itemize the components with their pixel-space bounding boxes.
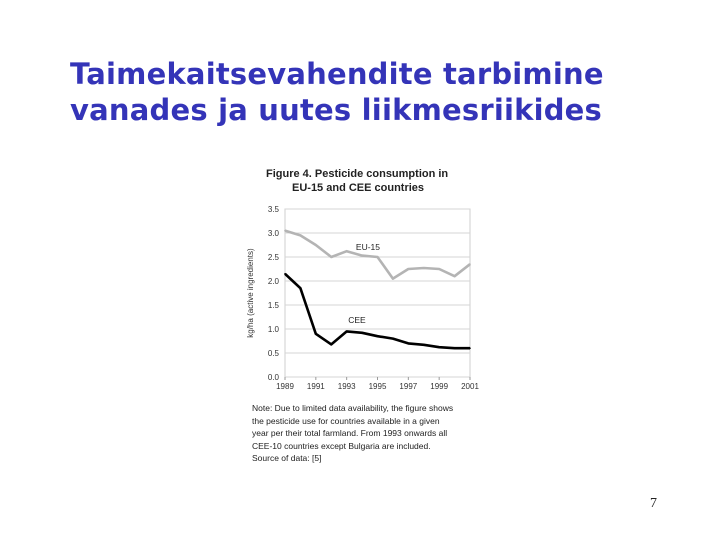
data-point-cee — [423, 344, 425, 346]
data-point-cee — [392, 338, 394, 340]
data-point-cee — [408, 343, 410, 345]
y-tick-label: 0.0 — [267, 373, 279, 382]
series-label-cee: CEE — [348, 315, 366, 326]
data-point-cee — [346, 331, 348, 333]
data-point-eu-15 — [300, 235, 302, 237]
data-point-cee — [377, 335, 379, 337]
data-point-eu-15 — [284, 230, 286, 232]
note-line: Source of data: [5] — [252, 453, 322, 463]
data-point-eu-15 — [361, 255, 363, 257]
data-point-eu-15 — [423, 267, 425, 269]
note-line: the pesticide use for countries available in a given — [252, 415, 440, 426]
data-point-cee — [438, 346, 440, 348]
data-point-cee — [454, 347, 456, 349]
data-point-eu-15 — [454, 275, 456, 277]
y-tick-label: 1.5 — [267, 301, 279, 310]
data-point-eu-15 — [438, 268, 440, 270]
figure-note — [252, 402, 482, 465]
data-point-eu-15 — [469, 263, 471, 265]
y-tick-label: 1.0 — [267, 325, 279, 334]
data-point-cee — [315, 333, 317, 335]
y-tick-label: 0.5 — [267, 349, 279, 358]
figure-title-line-1: Figure 4. Pesticide consumption in — [266, 168, 449, 180]
y-tick-label: 2.0 — [267, 277, 279, 286]
series-line-cee — [285, 274, 470, 348]
y-tick-label: 2.5 — [267, 253, 279, 262]
data-point-cee — [284, 273, 286, 275]
data-point-eu-15 — [330, 256, 332, 258]
x-tick-label: 1993 — [337, 382, 356, 391]
y-tick-label: 3.5 — [267, 205, 279, 214]
data-point-cee — [300, 287, 302, 289]
slide-title-line-2: vanades ja uutes liikmesriikides — [70, 93, 603, 127]
data-point-cee — [292, 280, 294, 282]
data-point-eu-15 — [346, 250, 348, 252]
data-point-cee — [330, 344, 332, 346]
x-tick-label: 1995 — [368, 382, 387, 391]
note-line: Note: Due to limited data availability, the figure shows — [252, 403, 454, 413]
series-line-eu-15 — [285, 231, 470, 279]
data-point-eu-15 — [392, 278, 394, 280]
series-label-eu-15: EU-15 — [355, 241, 381, 252]
y-tick-label: 3.0 — [267, 229, 279, 238]
x-tick-label: 1999 — [430, 382, 449, 391]
data-point-eu-15 — [408, 268, 410, 270]
x-tick-label: 2001 — [461, 382, 479, 391]
figure-title — [266, 167, 448, 195]
slide-title — [70, 56, 690, 128]
x-tick-label: 1991 — [306, 382, 325, 391]
x-tick-label: 1989 — [276, 382, 294, 391]
data-point-cee — [361, 332, 363, 334]
note-line: year per their total farmland. From 1993 onwards all — [252, 428, 448, 438]
y-axis-label: kg/ha (active ingredients) — [246, 248, 255, 338]
data-point-cee — [469, 347, 471, 349]
data-point-eu-15 — [315, 244, 317, 246]
pesticide-line-chart — [240, 200, 490, 400]
slide-title-line-1: Taimekaitsevahendite tarbimine — [70, 57, 604, 91]
note-line: CEE-10 countries except Bulgaria are included. — [252, 440, 431, 451]
x-tick-label: 1997 — [399, 382, 418, 391]
figure-title-line-2: EU-15 and CEE countries — [292, 182, 425, 194]
page-number: 7 — [650, 496, 657, 511]
plot-border — [285, 209, 470, 377]
data-point-eu-15 — [377, 256, 379, 258]
